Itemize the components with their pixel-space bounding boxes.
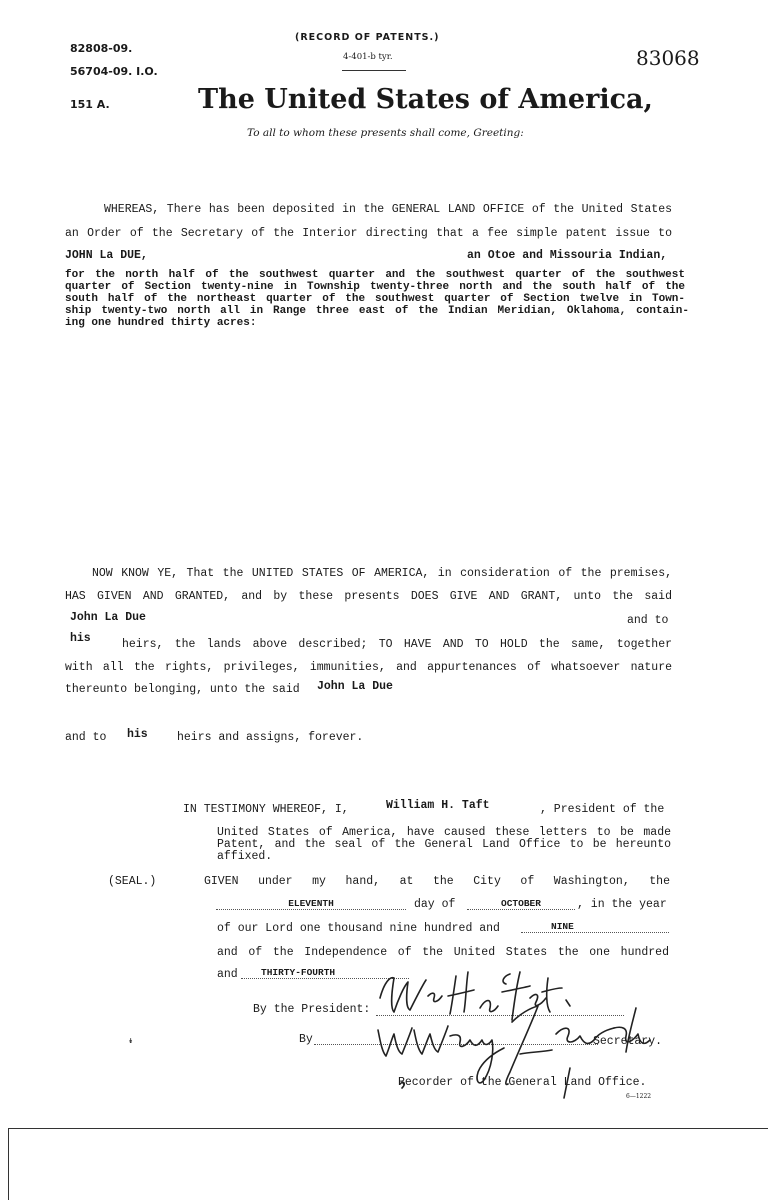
- grant-line-2: HAS GIVEN AND GRANTED, and by these presents DOES GIVE AND GRANT, unto the said: [65, 590, 672, 603]
- whereas-line-2: an Order of the Secretary of the Interior directing that a fee simple patent issue to: [65, 227, 672, 240]
- testimony-intro: IN TESTIMONY WHEREOF, I,: [183, 803, 349, 816]
- seal-label: (SEAL.): [108, 875, 157, 888]
- side-number: 151 A.: [70, 98, 110, 111]
- bottom-rule: [8, 1128, 768, 1129]
- margin-mark: ↡: [128, 1036, 134, 1046]
- land-line-2: quarter of Section twenty-nine in Township twenty-three north and the south half of the: [65, 281, 685, 293]
- year-label: , in the year: [577, 898, 667, 911]
- serial-number-1: 82808-09.: [70, 42, 133, 55]
- form-number: 4-401-b tyr.: [343, 52, 393, 62]
- land-line-5: ing one hundred thirty acres:: [65, 317, 257, 329]
- secretary-label: Secretary.: [593, 1035, 663, 1048]
- testimony-line-3: affixed.: [217, 850, 273, 863]
- heirs-line: heirs, the lands above described; TO HAVE AND TO HOLD the same, together: [122, 638, 672, 651]
- whereas-line-1: WHEREAS, There has been deposited in the GENERAL LAND OFFICE of the United States: [104, 203, 672, 216]
- serial-number-2: 56704-09. I.O.: [70, 65, 158, 78]
- lord-text: of our Lord one thousand nine hundred and: [217, 922, 500, 935]
- testimony-line-2: Patent, and the seal of the General Land Office to be hereunto: [217, 838, 671, 851]
- document-title: The United States of America,: [198, 84, 653, 115]
- greeting: To all to whom these presents shall come, Greeting:: [247, 127, 524, 139]
- and-label: and: [217, 968, 238, 981]
- grantee-name-2: John La Due: [317, 680, 393, 693]
- independence-line: and of the Independence of the United States the one hundred: [217, 946, 669, 959]
- patent-number: 83068: [636, 46, 700, 70]
- grantee-description: an Otoe and Missouria Indian,: [467, 249, 668, 262]
- president-name: William H. Taft: [386, 799, 490, 812]
- by-president-label: By the President:: [253, 1003, 371, 1016]
- pronoun-his: his: [70, 632, 91, 645]
- president-title: , President of the: [540, 803, 665, 816]
- signatures-graphic: [370, 968, 670, 1103]
- recorder-label: Recorder of the General Land Office.: [398, 1076, 647, 1089]
- form-number-rule: [342, 70, 406, 71]
- president-signature-stroke: [380, 978, 426, 1012]
- given-line: GIVEN under my hand, at the City of Washington, the: [204, 875, 670, 888]
- belonging-line: thereunto belonging, unto the said: [65, 683, 300, 696]
- land-line-4: ship twenty-two north all in Range three east of the Indian Meridian, Oklahoma, contain-: [65, 305, 689, 317]
- land-line-3: south half of the northeast quarter of the southwest quarter of Section twelve in Town-: [65, 293, 685, 305]
- year-field: NINE: [521, 921, 669, 933]
- rights-line: with all the rights, privileges, immunities, and appurtenances of whatsoever nature: [65, 661, 672, 674]
- final-pronoun: his: [127, 728, 148, 741]
- final-and-to: and to: [65, 731, 107, 744]
- and-to-label: and to: [627, 614, 669, 627]
- final-heirs-line: heirs and assigns, forever.: [177, 731, 364, 744]
- day-field: ELEVENTH: [216, 898, 406, 910]
- footer-code: 6—1222: [626, 1093, 652, 1100]
- grantee-name-upper: JOHN La DUE,: [65, 249, 148, 262]
- month-field: OCTOBER: [467, 898, 575, 910]
- land-line-1: for the north half of the southwest quarter and the southwest quarter of the southwest: [65, 269, 685, 281]
- grant-line-1: NOW KNOW YE, That the UNITED STATES OF AMERICA, in consideration of the premises,: [92, 567, 672, 580]
- record-label: (RECORD OF PATENTS.): [295, 32, 440, 43]
- independence-field: THIRTY-FOURTH: [241, 967, 409, 979]
- by-label: By: [299, 1033, 313, 1046]
- left-rule: [8, 1128, 9, 1200]
- grantee-name: John La Due: [70, 611, 146, 624]
- day-label: day of: [414, 898, 456, 911]
- testimony-line-1: United States of America, have caused these letters to be made: [217, 826, 671, 839]
